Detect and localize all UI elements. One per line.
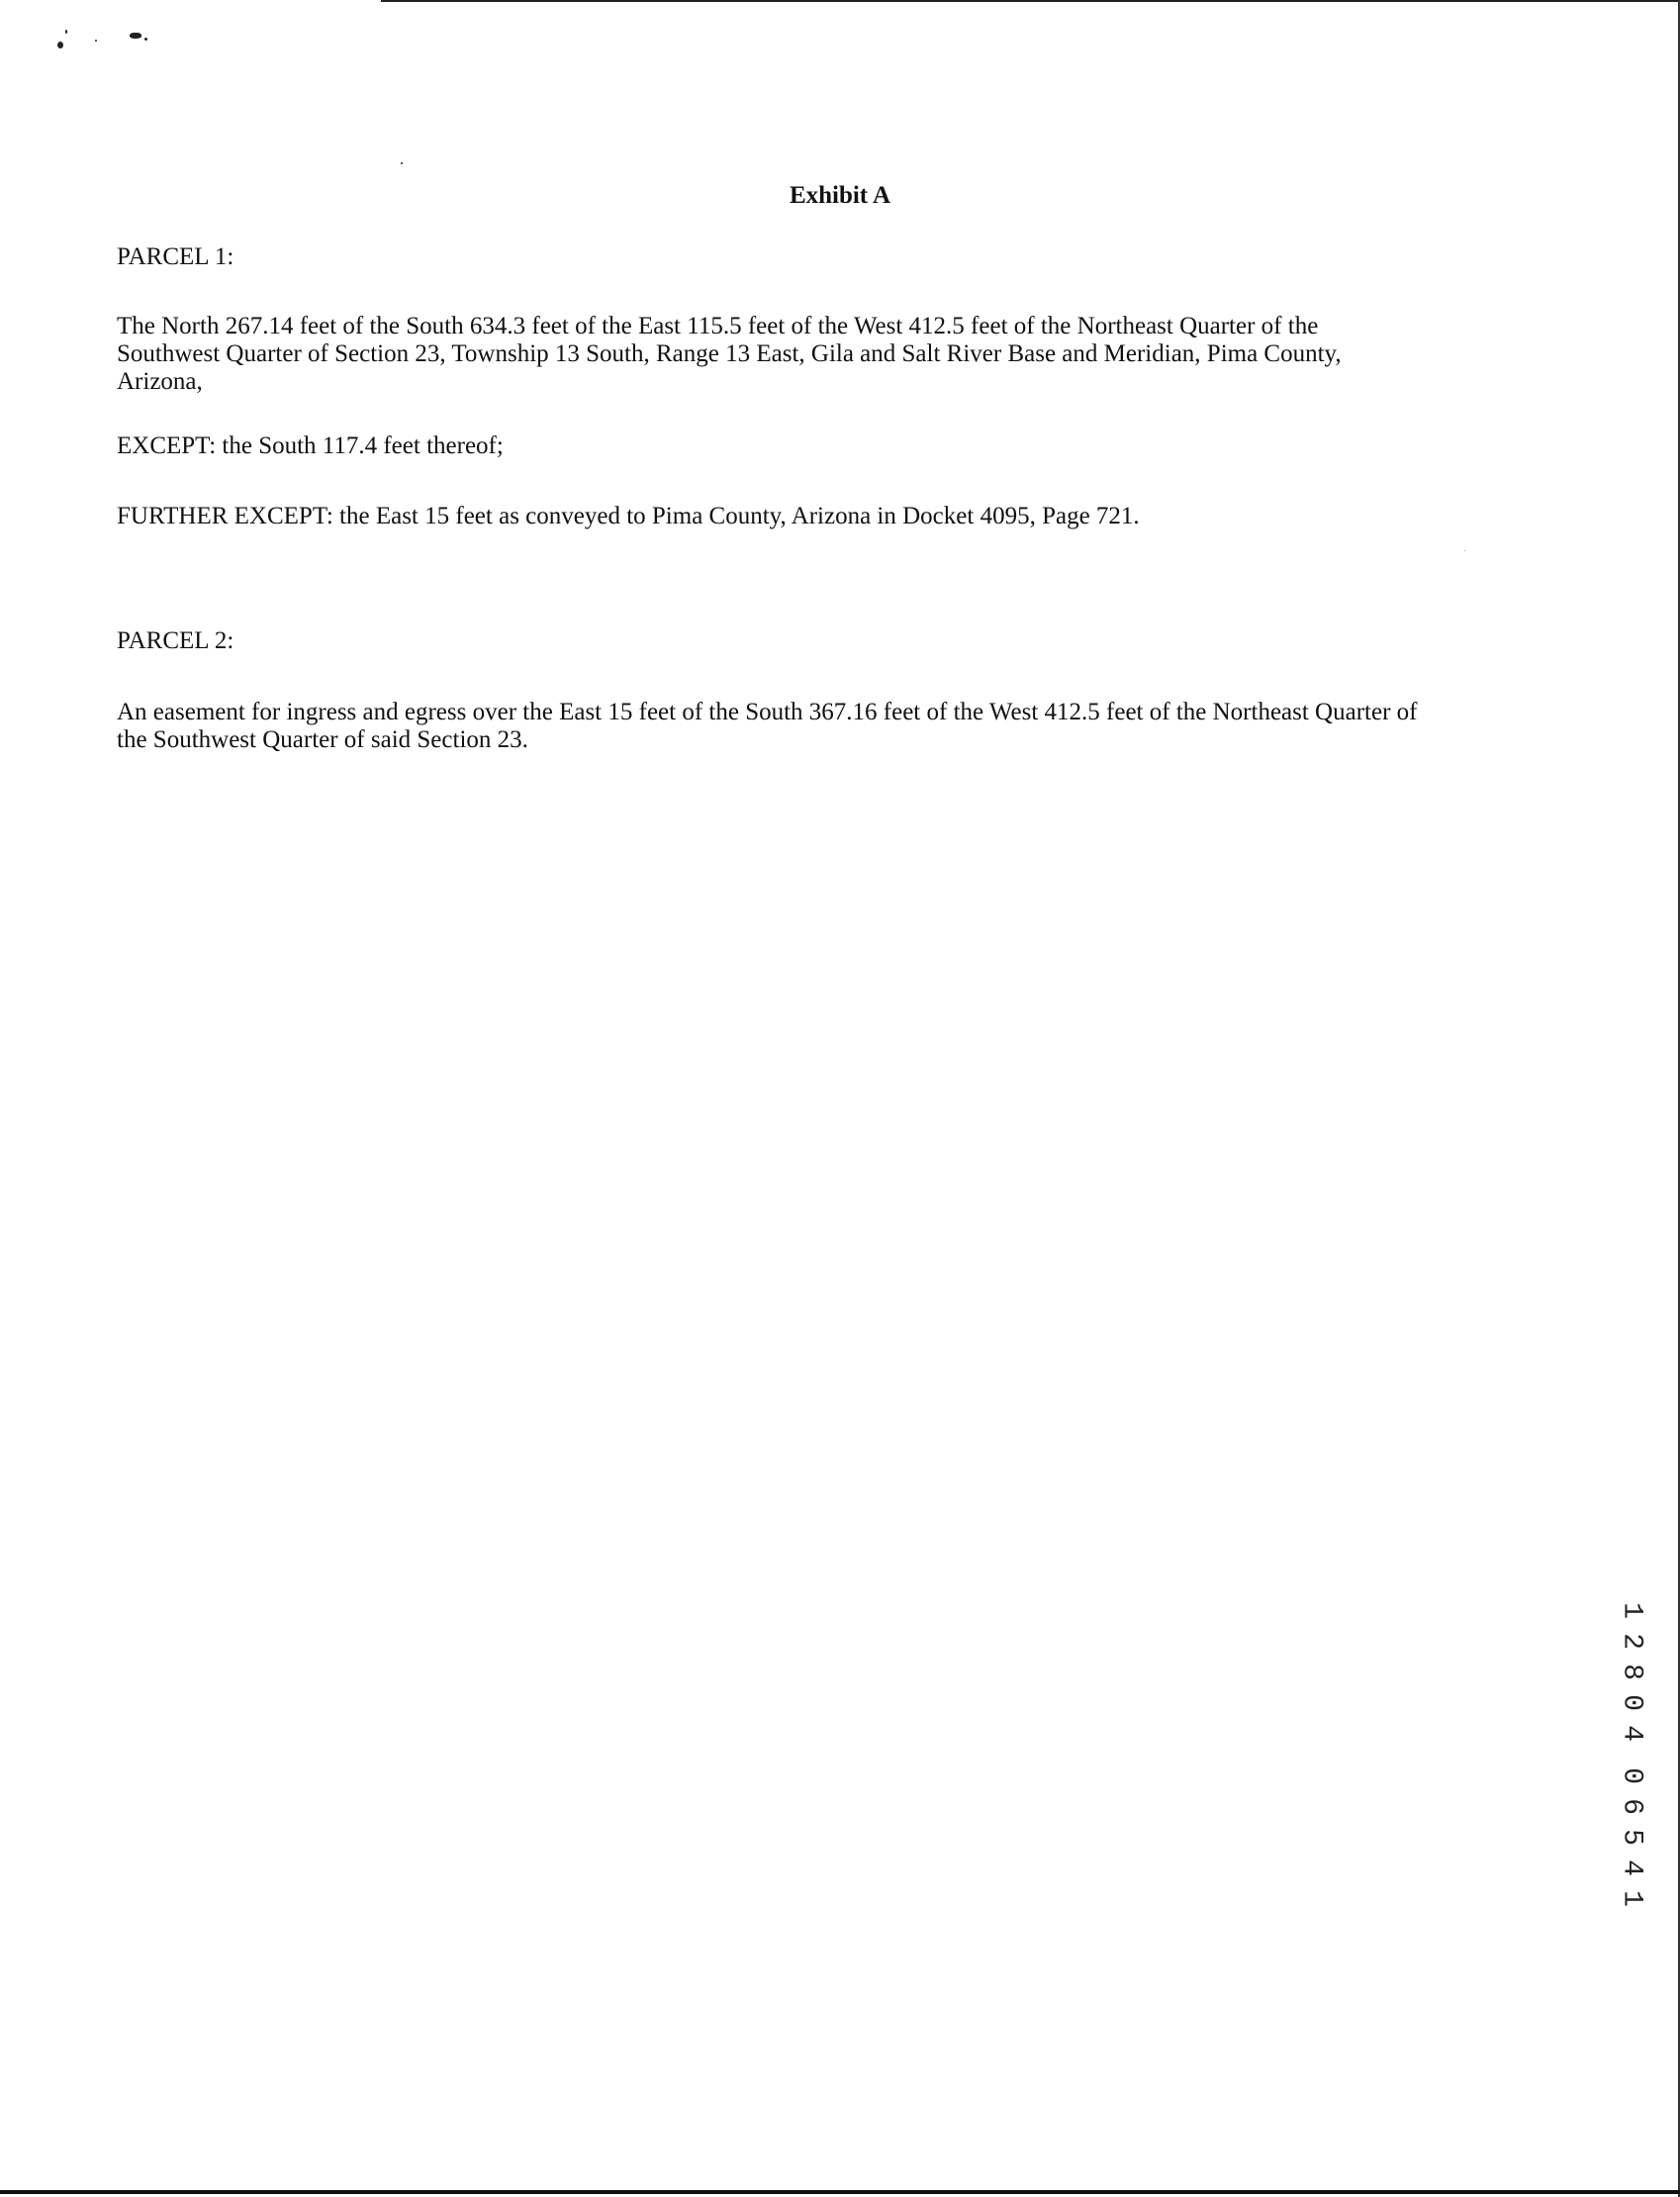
stamp-digit: 4 — [1616, 1725, 1647, 1742]
scan-edge-top — [381, 0, 1680, 2]
scan-speck — [401, 162, 403, 164]
stamp-digit: 0 — [1616, 1767, 1647, 1784]
scan-speck — [1464, 550, 1465, 551]
stamp-digit: 2 — [1616, 1633, 1647, 1650]
scan-edge-bottom — [0, 2190, 1680, 2194]
exhibit-title: Exhibit A — [789, 182, 891, 209]
parcel-2-heading: PARCEL 2: — [117, 627, 234, 654]
parcel-1-description-line: The North 267.14 feet of the South 634.3 feet of the East 115.5 feet of the West 412.5 feet of the Northeast Quarter of the — [117, 313, 1319, 339]
scan-speck — [65, 30, 67, 34]
recording-number-stamp — [1616, 1595, 1647, 1914]
scan-speck — [95, 40, 97, 42]
parcel-1-description-line: Southwest Quarter of Section 23, Township 13 South, Range 13 East, Gila and Salt River Base and Meridian, Pima County, — [117, 340, 1342, 367]
parcel-1-further-exception: FURTHER EXCEPT: the East 15 feet as conveyed to Pima County, Arizona in Docket 4095, Page 721. — [117, 503, 1140, 529]
stamp-digit: 4 — [1616, 1860, 1647, 1876]
scan-speck — [144, 38, 147, 41]
parcel-2-description-line: An easement for ingress and egress over the East 15 feet of the South 367.16 feet of the West 412.5 feet of the Northeast Quarter of — [117, 699, 1418, 725]
parcel-1-heading: PARCEL 1: — [117, 243, 234, 270]
stamp-digit: 1 — [1616, 1602, 1647, 1619]
parcel-1-description-line: Arizona, — [117, 368, 203, 395]
parcel-2-description — [117, 699, 1581, 754]
stamp-digit: 5 — [1616, 1829, 1647, 1846]
stamp-digit: 8 — [1616, 1664, 1647, 1680]
stamp-digit: 6 — [1616, 1798, 1647, 1815]
scan-speck — [57, 42, 63, 48]
scan-speck — [130, 33, 141, 39]
stamp-digit: 1 — [1616, 1890, 1647, 1907]
parcel-1-description — [117, 313, 1581, 396]
parcel-2-description-line: the Southwest Quarter of said Section 23. — [117, 726, 528, 753]
parcel-1-exception: EXCEPT: the South 117.4 feet thereof; — [117, 432, 504, 459]
stamp-digit: 0 — [1616, 1694, 1647, 1711]
